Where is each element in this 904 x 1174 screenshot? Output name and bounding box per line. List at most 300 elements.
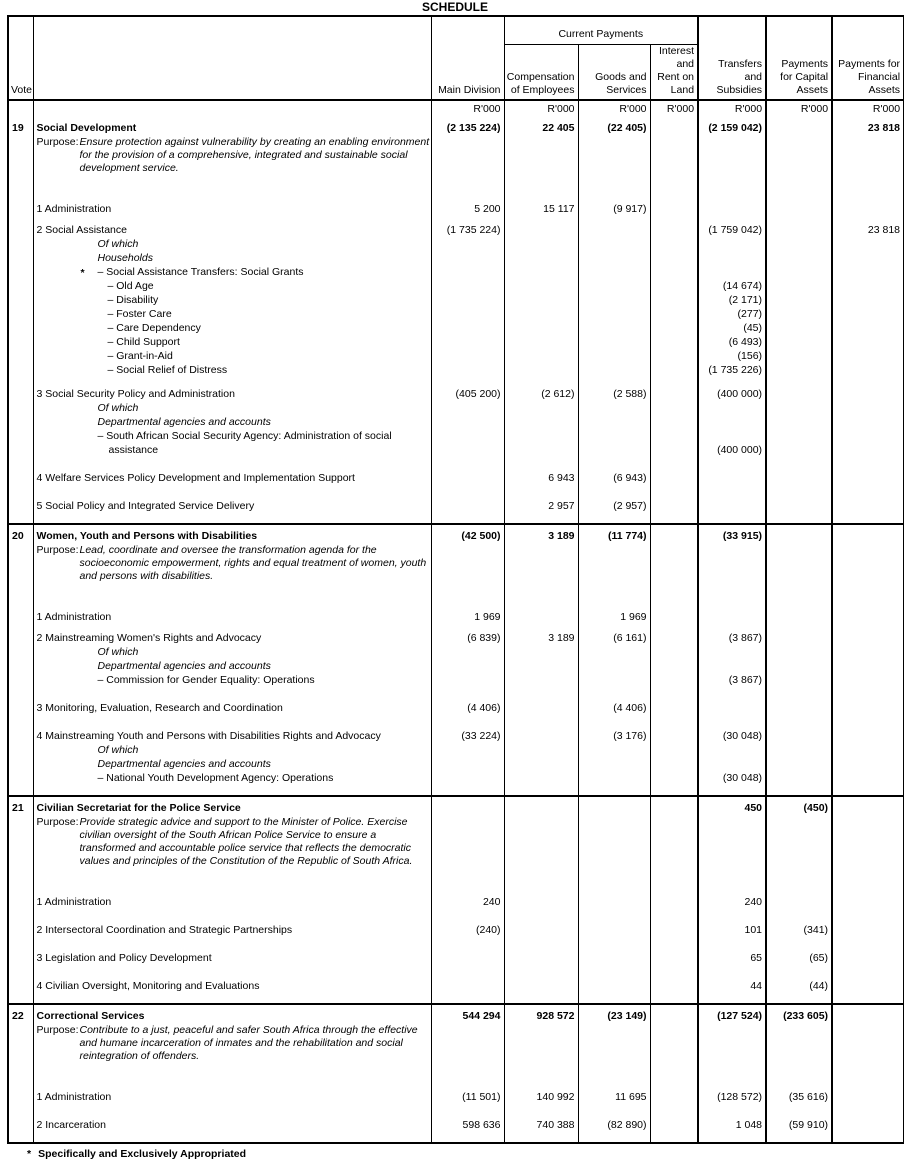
vote-title-row bbox=[8, 122, 904, 136]
cell-capital bbox=[766, 583, 832, 611]
cell-capital bbox=[766, 486, 832, 500]
table-row bbox=[8, 203, 904, 217]
table-row bbox=[8, 646, 904, 660]
cell-interest bbox=[650, 924, 698, 938]
cell-capital bbox=[766, 266, 832, 280]
cell-main bbox=[431, 938, 504, 952]
cell-capital bbox=[766, 444, 832, 458]
cell-main bbox=[431, 444, 504, 458]
cell-financial bbox=[832, 868, 904, 896]
cell-interest bbox=[650, 308, 698, 322]
row-label-cell bbox=[33, 702, 431, 716]
cell-capital bbox=[766, 378, 832, 388]
cell-interest bbox=[650, 646, 698, 660]
table-row bbox=[8, 1091, 904, 1105]
cell-main bbox=[431, 802, 504, 816]
cell-goods bbox=[578, 625, 650, 632]
cell-interest bbox=[650, 458, 698, 472]
cell-transfers bbox=[698, 660, 766, 674]
col-header-transfers-subsidies: Transfers and Subsidies bbox=[698, 16, 766, 100]
vote-cell bbox=[8, 336, 33, 350]
cell-interest bbox=[650, 322, 698, 336]
cell-financial bbox=[832, 1010, 904, 1024]
cell-interest bbox=[650, 122, 698, 136]
cell-goods bbox=[578, 952, 650, 966]
row-label-cell bbox=[33, 674, 431, 688]
cell-capital bbox=[766, 224, 832, 238]
table-row bbox=[8, 660, 904, 674]
cell-interest bbox=[650, 583, 698, 611]
cell-capital bbox=[766, 744, 832, 758]
cell-comp bbox=[504, 322, 578, 336]
cell-capital bbox=[766, 280, 832, 294]
vote-cell bbox=[8, 136, 33, 175]
cell-interest bbox=[650, 938, 698, 952]
cell-capital bbox=[766, 660, 832, 674]
cell-main bbox=[431, 416, 504, 430]
cell-financial bbox=[832, 388, 904, 402]
row-label-cell bbox=[33, 364, 431, 378]
cell-comp bbox=[504, 730, 578, 744]
cell-interest bbox=[650, 674, 698, 688]
row-label: 1 Administration bbox=[36, 1090, 112, 1103]
cell-financial bbox=[832, 486, 904, 500]
cell-capital bbox=[766, 646, 832, 660]
cell-transfers bbox=[698, 402, 766, 416]
cell-transfers: (1 735 226) bbox=[698, 364, 766, 378]
cell-capital bbox=[766, 458, 832, 472]
row-label: 2 Incarceration bbox=[36, 1118, 106, 1131]
vote-cell bbox=[8, 416, 33, 430]
row-label-cell bbox=[33, 758, 431, 772]
table-row bbox=[8, 266, 904, 280]
desc-cell bbox=[33, 514, 431, 524]
cell-capital bbox=[766, 122, 832, 136]
vote-cell bbox=[8, 994, 33, 1004]
cell-main bbox=[431, 772, 504, 786]
cell-comp bbox=[504, 702, 578, 716]
cell-transfers: (6 493) bbox=[698, 336, 766, 350]
vote-cell bbox=[8, 896, 33, 910]
cell-interest bbox=[650, 444, 698, 458]
vote-cell bbox=[8, 238, 33, 252]
cell-main: 240 bbox=[431, 896, 504, 910]
row-label-cell bbox=[33, 744, 431, 758]
cell-goods bbox=[578, 1133, 650, 1143]
cell-capital bbox=[766, 472, 832, 486]
cell-comp: 140 992 bbox=[504, 1091, 578, 1105]
cell-main: (1 735 224) bbox=[431, 224, 504, 238]
cell-goods bbox=[578, 322, 650, 336]
cell-transfers: (45) bbox=[698, 322, 766, 336]
vote-cell bbox=[8, 910, 33, 924]
cell-interest bbox=[650, 280, 698, 294]
purpose-label: Purpose: bbox=[36, 815, 79, 828]
cell-comp bbox=[504, 1063, 578, 1091]
cell-transfers bbox=[698, 472, 766, 486]
cell-financial bbox=[832, 674, 904, 688]
spacer-row bbox=[8, 217, 904, 224]
vote-cell bbox=[8, 364, 33, 378]
cell-financial bbox=[832, 772, 904, 786]
table-row bbox=[8, 294, 904, 308]
cell-financial bbox=[832, 938, 904, 952]
cell-capital bbox=[766, 530, 832, 544]
cell-capital bbox=[766, 544, 832, 583]
cell-main bbox=[431, 544, 504, 583]
cell-main bbox=[431, 430, 504, 444]
cell-transfers: (14 674) bbox=[698, 280, 766, 294]
purpose-label: Purpose: bbox=[36, 135, 79, 148]
row-label: – Disability bbox=[107, 293, 159, 306]
desc-cell bbox=[33, 994, 431, 1004]
cell-capital bbox=[766, 217, 832, 224]
unit-row bbox=[8, 100, 904, 116]
cell-financial bbox=[832, 294, 904, 308]
cell-financial bbox=[832, 611, 904, 625]
cell-goods bbox=[578, 175, 650, 203]
cell-interest bbox=[650, 514, 698, 524]
cell-main bbox=[431, 1133, 504, 1143]
cell-transfers bbox=[698, 816, 766, 868]
vote-cell bbox=[8, 625, 33, 632]
spacer-row bbox=[8, 625, 904, 632]
cell-financial bbox=[832, 910, 904, 924]
col-header-compensation-employees: Compensation of Employees bbox=[504, 44, 578, 100]
cell-capital bbox=[766, 611, 832, 625]
cell-main: (4 406) bbox=[431, 702, 504, 716]
cell-main bbox=[431, 238, 504, 252]
cell-transfers bbox=[698, 238, 766, 252]
cell-financial bbox=[832, 1063, 904, 1091]
cell-main bbox=[431, 514, 504, 524]
spacer-row bbox=[8, 938, 904, 952]
cell-capital: (35 616) bbox=[766, 1091, 832, 1105]
cell-financial bbox=[832, 472, 904, 486]
cell-goods bbox=[578, 716, 650, 730]
cell-transfers bbox=[698, 500, 766, 514]
cell-transfers: (1 759 042) bbox=[698, 224, 766, 238]
vote-cell bbox=[8, 660, 33, 674]
cell-comp bbox=[504, 646, 578, 660]
vote-cell bbox=[8, 702, 33, 716]
desc-cell bbox=[33, 1133, 431, 1143]
cell-transfers bbox=[698, 583, 766, 611]
purpose-label: Purpose: bbox=[36, 1023, 79, 1036]
vote-title: Social Development bbox=[33, 122, 431, 136]
cell-main bbox=[431, 280, 504, 294]
table-row bbox=[8, 430, 904, 444]
cell-interest bbox=[650, 175, 698, 203]
cell-financial bbox=[832, 716, 904, 730]
cell-main bbox=[431, 952, 504, 966]
cell-capital bbox=[766, 868, 832, 896]
cell-transfers: (30 048) bbox=[698, 730, 766, 744]
cell-goods bbox=[578, 910, 650, 924]
vote-cell bbox=[8, 350, 33, 364]
cell-comp bbox=[504, 224, 578, 238]
cell-comp bbox=[504, 175, 578, 203]
vote-title: Women, Youth and Persons with Disabilities bbox=[33, 530, 431, 544]
cell-financial bbox=[832, 1105, 904, 1119]
row-label: 4 Mainstreaming Youth and Persons with Disabilities Rights and Advocacy bbox=[36, 729, 381, 742]
cell-interest bbox=[650, 611, 698, 625]
table-row bbox=[8, 980, 904, 994]
spacer-row bbox=[8, 486, 904, 500]
cell-main bbox=[431, 336, 504, 350]
spacer-row bbox=[8, 1105, 904, 1119]
cell-comp bbox=[504, 514, 578, 524]
cell-interest bbox=[650, 388, 698, 402]
cell-financial bbox=[832, 786, 904, 796]
cell-interest bbox=[650, 1091, 698, 1105]
cell-goods bbox=[578, 583, 650, 611]
desc-cell bbox=[33, 966, 431, 980]
cell-capital bbox=[766, 994, 832, 1004]
row-label: Of which bbox=[97, 743, 139, 756]
cell-transfers bbox=[698, 458, 766, 472]
cell-comp: 3 189 bbox=[504, 530, 578, 544]
cell-financial bbox=[832, 336, 904, 350]
cell-capital: (233 605) bbox=[766, 1010, 832, 1024]
cell-goods bbox=[578, 868, 650, 896]
cell-transfers bbox=[698, 175, 766, 203]
cell-transfers: 44 bbox=[698, 980, 766, 994]
purpose-cell bbox=[33, 816, 431, 868]
cell-goods bbox=[578, 136, 650, 175]
cell-capital bbox=[766, 1105, 832, 1119]
cell-main: (405 200) bbox=[431, 388, 504, 402]
table-row bbox=[8, 364, 904, 378]
cell-capital bbox=[766, 1063, 832, 1091]
cell-comp bbox=[504, 802, 578, 816]
cell-comp bbox=[504, 308, 578, 322]
cell-comp: 928 572 bbox=[504, 1010, 578, 1024]
cell-financial bbox=[832, 203, 904, 217]
cell-financial: 23 818 bbox=[832, 122, 904, 136]
cell-interest bbox=[650, 625, 698, 632]
cell-main bbox=[431, 758, 504, 772]
cell-comp bbox=[504, 758, 578, 772]
vote-cell bbox=[8, 280, 33, 294]
cell-financial bbox=[832, 444, 904, 458]
cell-comp bbox=[504, 716, 578, 730]
cell-transfers: (277) bbox=[698, 308, 766, 322]
row-label: Of which bbox=[97, 645, 139, 658]
cell-interest bbox=[650, 336, 698, 350]
cell-financial bbox=[832, 980, 904, 994]
cell-comp: 740 388 bbox=[504, 1119, 578, 1133]
cell-interest bbox=[650, 1133, 698, 1143]
row-label: 4 Civilian Oversight, Monitoring and Evaluations bbox=[36, 979, 260, 992]
cell-financial bbox=[832, 646, 904, 660]
cell-financial bbox=[832, 544, 904, 583]
table-row bbox=[8, 702, 904, 716]
vote-cell bbox=[8, 266, 33, 280]
cell-main bbox=[431, 217, 504, 224]
cell-financial bbox=[832, 1091, 904, 1105]
table-row bbox=[8, 758, 904, 772]
cell-comp bbox=[504, 336, 578, 350]
budget-table bbox=[7, 15, 904, 1144]
cell-capital: (65) bbox=[766, 952, 832, 966]
cell-interest bbox=[650, 632, 698, 646]
row-label-cell bbox=[33, 896, 431, 910]
cell-transfers bbox=[698, 994, 766, 1004]
vote-cell bbox=[8, 1119, 33, 1133]
cell-capital bbox=[766, 625, 832, 632]
desc-cell bbox=[33, 688, 431, 702]
cell-financial bbox=[832, 500, 904, 514]
vote-cell bbox=[8, 952, 33, 966]
cell-capital bbox=[766, 175, 832, 203]
spacer-row bbox=[8, 378, 904, 388]
cell-financial bbox=[832, 896, 904, 910]
vote-cell bbox=[8, 322, 33, 336]
cell-capital bbox=[766, 136, 832, 175]
vote-section-22 bbox=[8, 1004, 904, 1143]
row-label-cell bbox=[33, 772, 431, 786]
cell-goods: (82 890) bbox=[578, 1119, 650, 1133]
cell-financial bbox=[832, 416, 904, 430]
cell-transfers: 65 bbox=[698, 952, 766, 966]
cell-goods: (11 774) bbox=[578, 530, 650, 544]
cell-goods bbox=[578, 802, 650, 816]
cell-interest bbox=[650, 980, 698, 994]
cell-comp bbox=[504, 924, 578, 938]
cell-financial bbox=[832, 702, 904, 716]
cell-transfers: (3 867) bbox=[698, 632, 766, 646]
cell-goods bbox=[578, 896, 650, 910]
cell-capital bbox=[766, 1133, 832, 1143]
cell-transfers bbox=[698, 716, 766, 730]
cell-goods bbox=[578, 350, 650, 364]
vote-cell bbox=[8, 514, 33, 524]
cell-goods bbox=[578, 378, 650, 388]
vote-cell bbox=[8, 472, 33, 486]
row-label-cell bbox=[33, 252, 431, 266]
cell-financial bbox=[832, 994, 904, 1004]
row-label: 3 Social Security Policy and Administration bbox=[36, 387, 235, 400]
cell-main bbox=[431, 583, 504, 611]
cell-financial bbox=[832, 688, 904, 702]
footnote bbox=[27, 1148, 904, 1161]
cell-capital bbox=[766, 816, 832, 868]
cell-transfers bbox=[698, 217, 766, 224]
cell-capital bbox=[766, 416, 832, 430]
col-header-vote: Vote bbox=[8, 16, 33, 100]
cell-financial bbox=[832, 514, 904, 524]
cell-goods bbox=[578, 430, 650, 444]
cell-comp bbox=[504, 544, 578, 583]
cell-interest bbox=[650, 772, 698, 786]
spacer-row bbox=[8, 688, 904, 702]
cell-interest bbox=[650, 350, 698, 364]
cell-financial bbox=[832, 322, 904, 336]
vote-cell bbox=[8, 730, 33, 744]
cell-transfers: (400 000) bbox=[698, 444, 766, 458]
vote-number: 20 bbox=[8, 530, 33, 544]
desc-cell bbox=[33, 486, 431, 500]
cell-goods: 11 695 bbox=[578, 1091, 650, 1105]
table-row bbox=[8, 280, 904, 294]
row-label-cell bbox=[33, 611, 431, 625]
cell-comp bbox=[504, 980, 578, 994]
cell-comp bbox=[504, 660, 578, 674]
cell-comp: 15 117 bbox=[504, 203, 578, 217]
row-label: 3 Monitoring, Evaluation, Research and Coordination bbox=[36, 701, 283, 714]
cell-interest bbox=[650, 758, 698, 772]
cell-capital bbox=[766, 294, 832, 308]
cell-financial bbox=[832, 458, 904, 472]
col-header-current-payments: Current Payments bbox=[504, 16, 698, 44]
cell-capital bbox=[766, 632, 832, 646]
vote-cell bbox=[8, 1133, 33, 1143]
cell-interest bbox=[650, 364, 698, 378]
cell-main: (2 135 224) bbox=[431, 122, 504, 136]
table-header bbox=[8, 16, 904, 100]
desc-cell bbox=[33, 378, 431, 388]
cell-transfers bbox=[698, 758, 766, 772]
cell-comp bbox=[504, 1105, 578, 1119]
cell-main bbox=[431, 1024, 504, 1063]
table-row bbox=[8, 336, 904, 350]
cell-interest bbox=[650, 716, 698, 730]
table-row bbox=[8, 416, 904, 430]
row-label: 3 Legislation and Policy Development bbox=[36, 951, 212, 964]
cell-comp bbox=[504, 1133, 578, 1143]
cell-comp bbox=[504, 402, 578, 416]
cell-interest bbox=[650, 1010, 698, 1024]
cell-transfers bbox=[698, 625, 766, 632]
spacer-row bbox=[8, 1133, 904, 1143]
cell-main bbox=[431, 472, 504, 486]
cell-interest bbox=[650, 402, 698, 416]
cell-transfers bbox=[698, 611, 766, 625]
cell-interest bbox=[650, 702, 698, 716]
table-row bbox=[8, 772, 904, 786]
cell-capital bbox=[766, 252, 832, 266]
cell-interest bbox=[650, 1119, 698, 1133]
vote-cell bbox=[8, 388, 33, 402]
cell-interest bbox=[650, 1063, 698, 1091]
cell-transfers bbox=[698, 688, 766, 702]
cell-interest bbox=[650, 802, 698, 816]
desc-cell bbox=[33, 716, 431, 730]
vote-title-row bbox=[8, 530, 904, 544]
row-label: – Grant-in-Aid bbox=[107, 349, 173, 362]
cell-transfers: (156) bbox=[698, 350, 766, 364]
cell-financial bbox=[832, 802, 904, 816]
cell-main: 544 294 bbox=[431, 1010, 504, 1024]
cell-financial bbox=[832, 924, 904, 938]
cell-goods bbox=[578, 646, 650, 660]
cell-transfers: 101 bbox=[698, 924, 766, 938]
cell-transfers bbox=[698, 646, 766, 660]
cell-capital bbox=[766, 966, 832, 980]
cell-transfers bbox=[698, 378, 766, 388]
cell-transfers bbox=[698, 203, 766, 217]
cell-comp: 2 957 bbox=[504, 500, 578, 514]
cell-financial bbox=[832, 350, 904, 364]
cell-capital: (450) bbox=[766, 802, 832, 816]
cell-goods bbox=[578, 416, 650, 430]
cell-comp bbox=[504, 430, 578, 444]
vote-cell bbox=[8, 786, 33, 796]
cell-comp bbox=[504, 674, 578, 688]
cell-transfers: (127 524) bbox=[698, 1010, 766, 1024]
cell-interest bbox=[650, 203, 698, 217]
